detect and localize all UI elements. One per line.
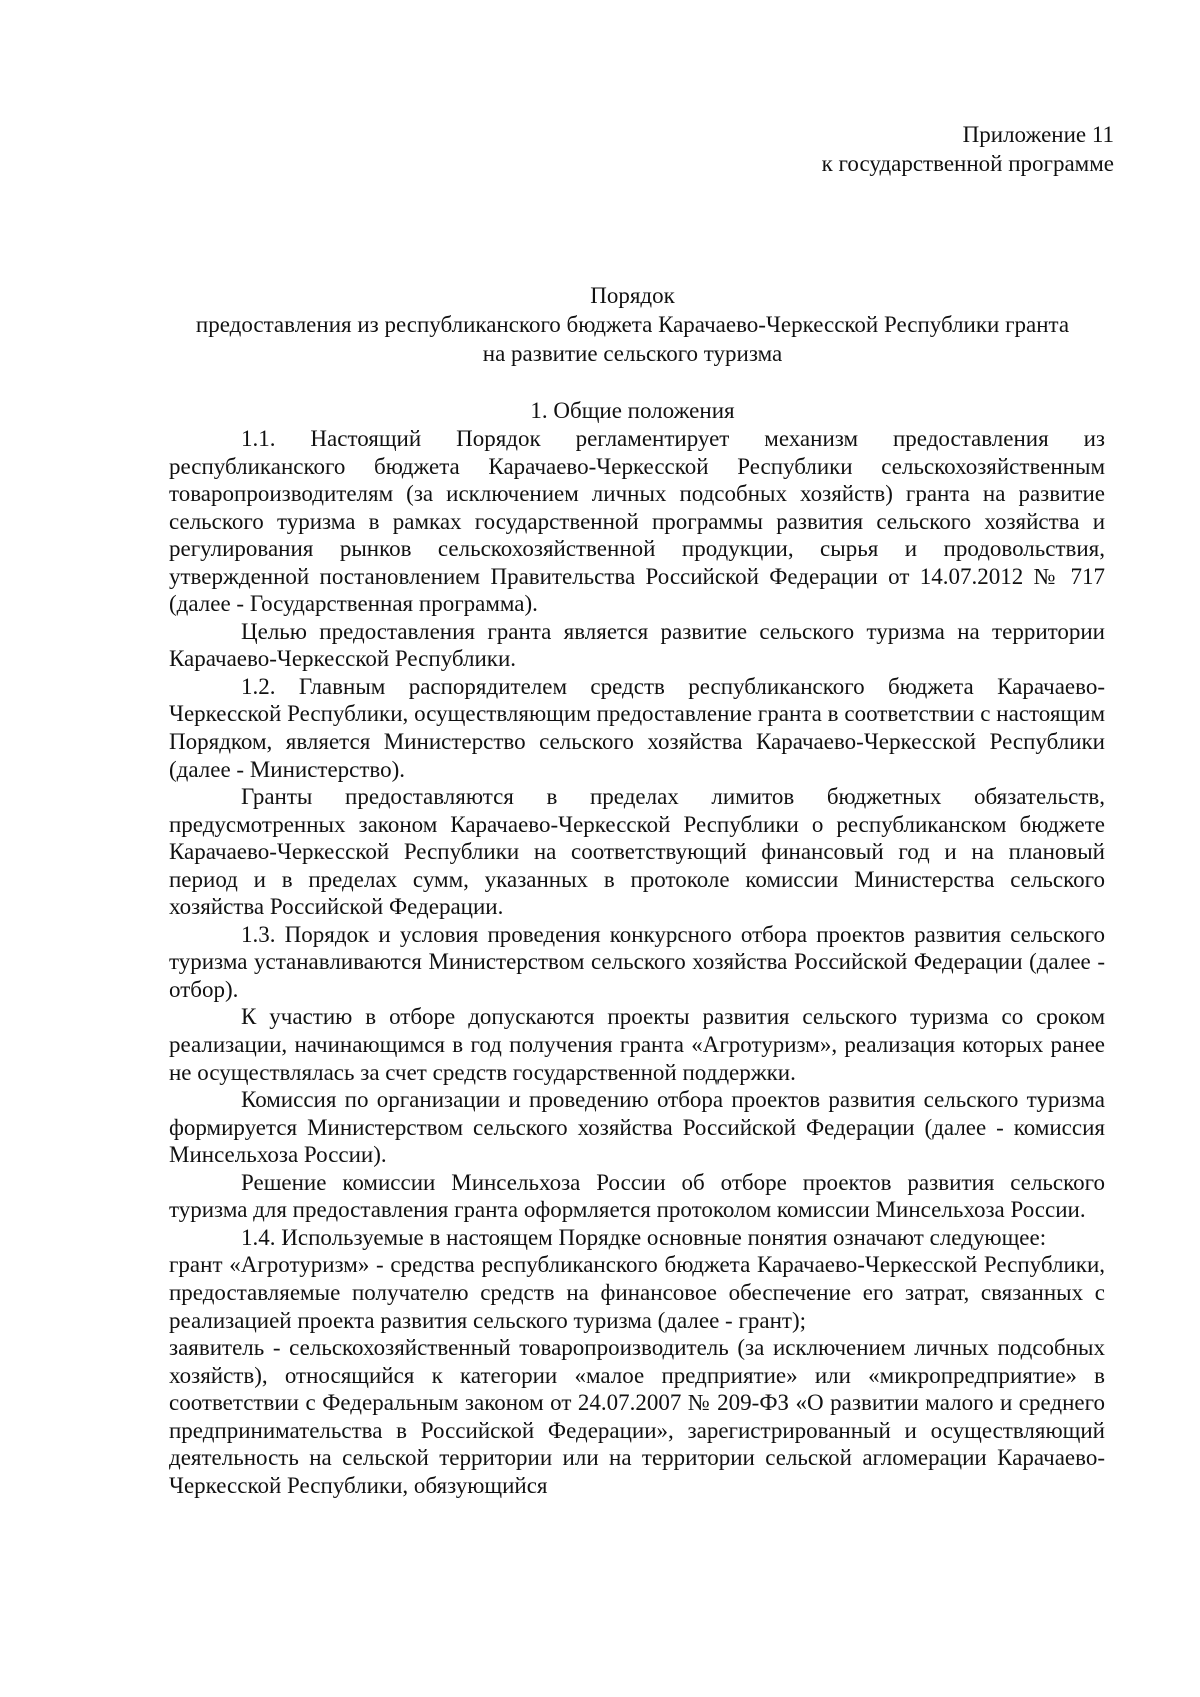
paragraph-participation: К участию в отборе допускаются проекты развития сельского туризма со сроком реализации, начинающимся в год получения гранта «Агротуризм», реализация которых ранее не осуществлялась за счет средств государственной поддержки. [169, 1004, 1105, 1085]
title-line-1: Порядок [590, 283, 675, 308]
paragraph-1-1: 1.1. Настоящий Порядок регламентирует механизм предоставления из республиканского бюджета Карачаево-Черкесской Республики сельскохозяйственным товаропроизводителям (за исключением личных подсобных хозяйств) гранта на развитие сельского туризма в рамках государственной программы развития сельского хозяйства и регулирования рынков сельскохозяйственной продукции, сырья и продовольствия, утвержденной постановлением Правительства Российской Федерации от 14.07.2012 № 717 (далее - Государственная программа). [169, 426, 1105, 617]
appendix-reference: к государственной программе [821, 151, 1114, 176]
definition-applicant: заявитель - сельскохозяйственный товаропроизводитель (за исключением личных подсобных хозяйств), относящийся к категории «малое предприятие» или «микропредприятие» в соответствии с Федеральным законом от 24.07.2007 № 209-ФЗ «О развитии малого и среднего предпринимательства в Российской Федерации», зарегистрированный и осуществляющий деятельность на сельской территории или на территории сельской агломерации Карачаево-Черкесской Республики, обязующийся [169, 1335, 1105, 1498]
paragraph-1-4: 1.4. Используемые в настоящем Порядке основные понятия означают следующее: [241, 1224, 1047, 1250]
definition-grant: грант «Агротуризм» - средства республиканского бюджета Карачаево-Черкесской Республики, предоставляемые получателю средств на финансовое обеспечение его затрат, связанных с реализацией проекта развития сельского туризма (далее - грант); [169, 1252, 1105, 1333]
appendix-header [822, 120, 1114, 178]
paragraph-1-3: 1.3. Порядок и условия проведения конкурсного отбора проектов развития сельского туризма устанавливаются Министерством сельского хозяйства Российской Федерации (далее - отбор). [169, 921, 1105, 1002]
paragraph-grants-limits: Гранты предоставляются в пределах лимитов бюджетных обязательств, предусмотренных законом Карачаево-Черкесской Республики о республиканском бюджете Карачаево-Черкесской Республики на соответствующий финансовый год и на плановый период и в пределах сумм, указанных в протоколе комиссии Министерства сельского хозяйства Российской Федерации. [169, 784, 1105, 920]
paragraph-commission: Комиссия по организации и проведению отбора проектов развития сельского туризма формируется Министерством сельского хозяйства Российской Федерации (далее - комиссия Минсельхоза России). [169, 1087, 1105, 1168]
title-line-3: на развитие сельского туризма [482, 341, 783, 366]
appendix-number: Приложение 11 [962, 122, 1114, 147]
document-body [169, 425, 1105, 1499]
paragraph-1-2: 1.2. Главным распорядителем средств республиканского бюджета Карачаево-Черкесской Республики, осуществляющим предоставление гранта в соответствии с настоящим Порядком, является Министерство сельского хозяйства Карачаево-Черкесской Республики (далее - Министерство). [169, 673, 1105, 782]
section-heading: 1. Общие положения [530, 398, 735, 423]
paragraph-goal: Целью предоставления гранта является развитие сельского туризма на территории Карачаево-Черкесской Республики. [169, 618, 1105, 672]
paragraph-decision: Решение комиссии Минсельхоза России об отборе проектов развития сельского туризма для предоставления гранта оформляется протоколом комиссии Минсельхоза России. [169, 1169, 1105, 1223]
title-line-2: предоставления из республиканского бюджета Карачаево-Черкесской Республики гранта [195, 312, 1070, 337]
document-title [160, 281, 1105, 368]
